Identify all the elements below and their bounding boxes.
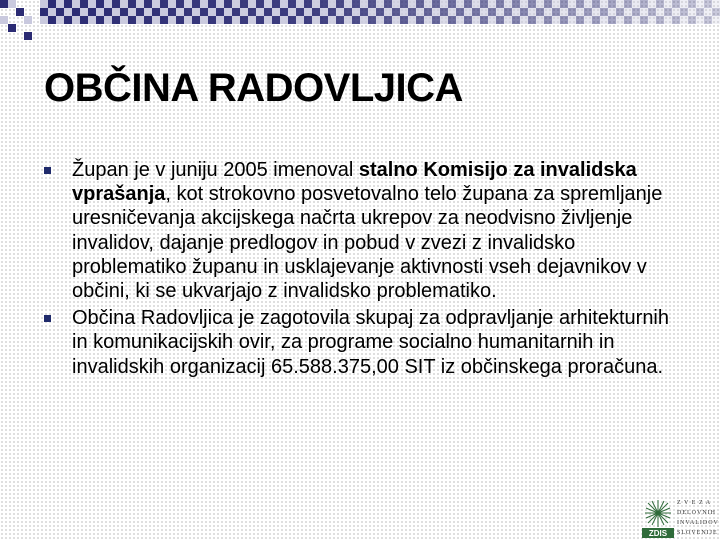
zdis-logo-line: Z V E Z A [677, 500, 712, 506]
checker-square [24, 32, 32, 40]
square-bullet-icon [44, 167, 51, 174]
checker-square [0, 16, 8, 24]
bullet-text-bold: stalno Komisijo za invalidska vprašanja [72, 159, 637, 206]
zdis-logo-line: INVALIDOV [677, 520, 719, 526]
checker-square [8, 0, 16, 8]
zdis-logo-line: DELOVNIH [677, 510, 716, 516]
bullet-text [72, 159, 662, 302]
zdis-acronym: ZDIS [648, 529, 668, 538]
checker-square [0, 0, 8, 8]
zdis-logo-mark-icon [641, 497, 675, 539]
bullet-item [44, 306, 684, 379]
checker-strip [40, 0, 720, 24]
zdis-logo-text [677, 498, 719, 538]
zdis-logo-line: SLOVENIJE [677, 530, 718, 536]
checker-square [24, 16, 32, 24]
checker-square [16, 8, 24, 16]
bullet-text-segment: Župan je v juniju 2005 imenoval [72, 159, 359, 181]
slide-title: OBČINA RADOVLJICA [44, 66, 463, 110]
square-bullet-icon [44, 315, 51, 322]
bullet-text-segment: , kot strokovno posvetovalno telo župana za spremljanje uresničevanja akcijskega načrta ukrepov za neodvisno življenje invalidov, dajanje predlogov in pobud v zvezi z invalidsko problematiko županu in usklajevanje aktivnosti vseh dejavnikov v občini, ki se ukvarjajo z invalidsko problematiko. [72, 183, 663, 303]
bullet-text [72, 307, 669, 377]
bullet-text-segment: Občina Radovljica je zagotovila skupaj za odpravljanje arhitekturnih in komunikacijskih ovir, za programe socialno humanitarnih in invalidskih organizacij 65.588.375,00 SIT iz občinskega proračuna. [72, 307, 670, 378]
decorative-checker-pattern [0, 0, 720, 40]
bullet-item [44, 158, 684, 303]
checker-square [8, 24, 16, 32]
bullet-list [44, 158, 684, 382]
zdis-logo [641, 497, 719, 539]
